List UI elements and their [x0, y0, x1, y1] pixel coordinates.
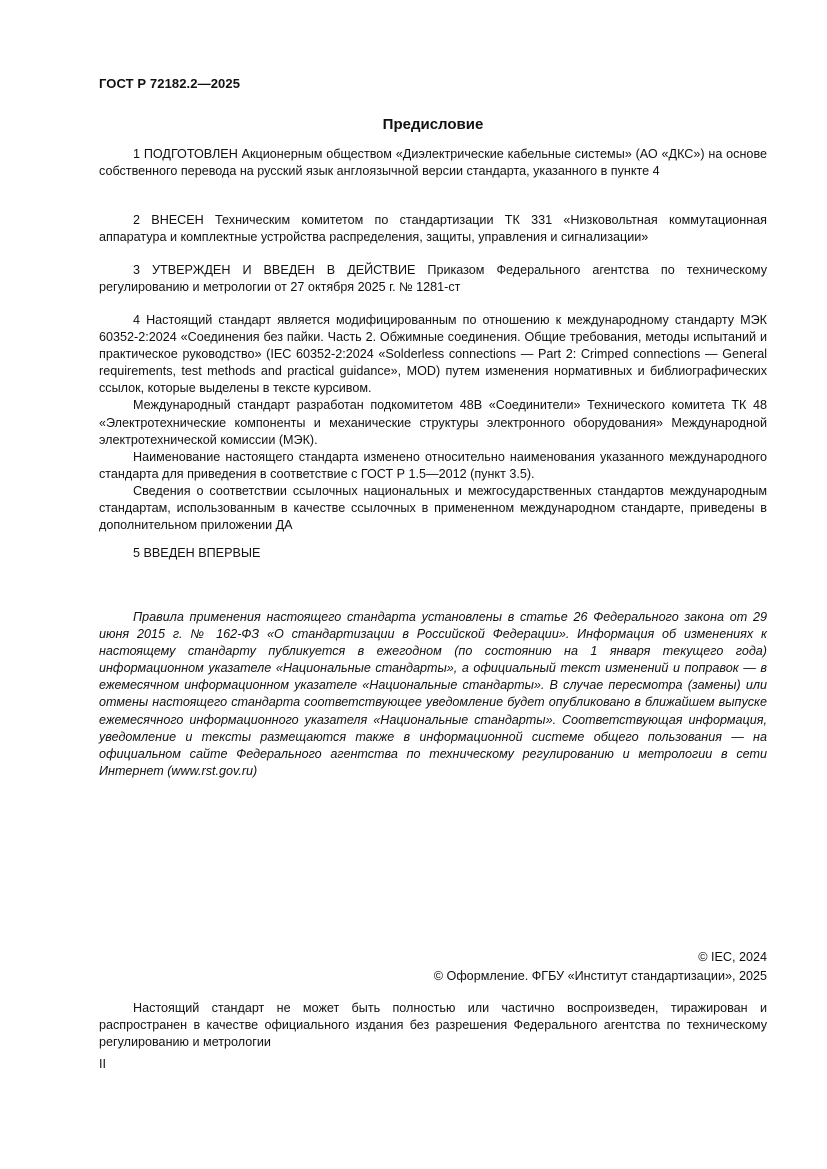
- document-code: ГОСТ Р 72182.2—2025: [99, 76, 241, 91]
- copyright-design: © Оформление. ФГБУ «Институт стандартизации», 2025: [433, 969, 767, 983]
- foreword-item-2: [99, 212, 767, 246]
- foreword-item-5-text: 5 ВВЕДЕН ВПЕРВЫЕ: [133, 546, 261, 560]
- copyright-block: [434, 948, 767, 986]
- foreword-item-1: [99, 146, 767, 180]
- foreword-item-4-paragraph: Сведения о соответствии ссылочных национальных и межгосударственных стандартов международным стандартам, использованным в качестве ссылочных в примененном международном стандарте, приведены в дополнительном приложении ДА: [99, 483, 767, 533]
- foreword-item-5: [99, 545, 767, 562]
- reproduction-notice: Настоящий стандарт не может быть полностью или частично воспроизведен, тиражирован и распространен в качестве официального издания без разрешения Федерального агентства по техническому регулированию и метрологии: [99, 1001, 767, 1050]
- foreword-item-4: [99, 312, 767, 534]
- foreword-item-2-text: 2 ВНЕСЕН Техническим комитетом по стандартизации ТК 331 «Низковольтная коммутационная аппаратура и комплектные устройства распределения, защиты, управления и сигнализации»: [99, 213, 767, 245]
- copyright-iec: © IEC, 2024: [698, 950, 767, 964]
- page-number: II: [99, 1057, 106, 1071]
- foreword-item-3-text: 3 УТВЕРЖДЕН И ВВЕДЕН В ДЕЙСТВИЕ Приказом Федерального агентства по техническому регулированию и метрологии от 27 октября 2025 г. № 1281-ст: [99, 263, 767, 295]
- foreword-item-1-text: 1 ПОДГОТОВЛЕН Акционерным обществом «Диэлектрические кабельные системы» (АО «ДКС») на основе собственного перевода на русский язык англоязычной версии стандарта, указанного в пункте 4: [99, 147, 767, 179]
- foreword-item-4-paragraph: Наименование настоящего стандарта изменено относительно наименования указанного международного стандарта для приведения в соответствие с ГОСТ Р 1.5—2012 (пункт 3.5).: [99, 449, 767, 481]
- foreword-item-4-paragraph: Международный стандарт разработан подкомитетом 48B «Соединители» Технического комитета ТК 48 «Электротехнические компоненты и механические структуры электронного оборудования» Международной электротехнической комиссии (МЭК).: [99, 398, 767, 447]
- standard-application-notice: Правила применения настоящего стандарта установлены в статье 26 Федерального закона от 29 июня 2015 г. № 162-ФЗ «О стандартизации в Российской Федерации». Информация об изменениях к настоящему стандарту публикуется в ежегодном (по состоянию на 1 января текущего года) информационном указателе «Национальные стандарты», а официальный текст изменений и поправок — в ежемесячном информационном указателе «Национальные стандарты». В случае пересмотра (замены) или отмены настоящего стандарта соответствующее уведомление будет опубликовано в ближайшем выпуске ежемесячного информационного указателя «Национальные стандарты». Соответствующая информация, уведомление и тексты размещаются также в информационной системе общего пользования — на официальном сайте Федерального агентства по техническому регулированию и метрологии в сети Интернет (www.rst.gov.ru): [99, 610, 767, 778]
- foreword-item-3: [99, 262, 767, 296]
- foreword-item-4-paragraph: 4 Настоящий стандарт является модифицированным по отношению к международному стандарту МЭК 60352-2:2024 «Соединения без пайки. Часть 2. Обжимные соединения. Общие требования, методы испытаний и практическое руководство» (IEC 60352-2:2024 «Solderless connections — Part 2: Crimped connections — General requirements, test methods and practical guidance», MOD) путем изменения нормативных и библиографических ссылок, которые выделены в тексте курсивом.: [99, 313, 767, 396]
- page-title: Предисловие: [382, 116, 484, 133]
